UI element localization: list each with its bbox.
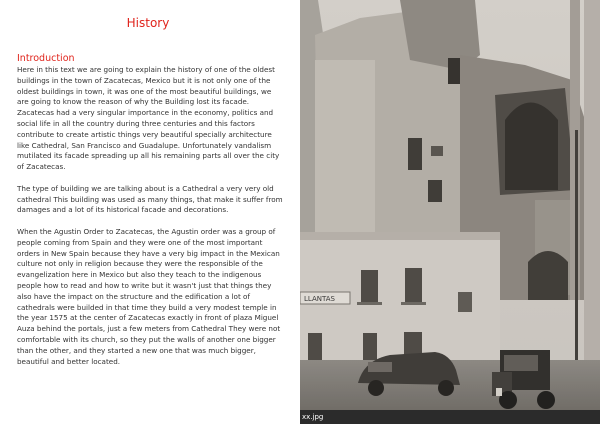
introduction-heading: Introduction (17, 53, 75, 64)
photo-caption-bar (300, 410, 600, 424)
article-body (17, 53, 285, 378)
photo-caption: xx.jpg (302, 413, 324, 421)
economy-paragraph: Zacatecas had a very singular importance in the economy, politics and social life in all the country during three centuries and this factors contribute to create artistic things very beautiful specially architecture like Cathedral, San Francisco and Guadalupe. Unfortunately vandalism mutilated its facade spreading up all his remaining parts all over the city of Zacatecas. (17, 108, 280, 172)
cathedral-paragraph: The type of building we are talking about is a Cathedral a very very old cathedral This building was used as many things, that make it suffer from damages and a lot of its historical facade and decorations. (17, 183, 283, 215)
agustin-order-paragraph: When the Agustin Order to Zacatecas, the Agustin order was a group of people coming from Spain and they were one of the most important orders in New Spain because they have a very big impact in the Mexican culture not only in religion because they were the responsible of the evangelization here in Mexico but also they teach to the indigenous people how to read and how to write but it wasn't just that things they also have the impact on the structure and the edification a lot of cathedrals were builded in that time they build a very modest temple in the year 1575 at the center of Zacatecas exactly in front of plaza Miguel Auza behind the portals, just a few meters from Cathedral They were not comfortable with its church, so they put the walls of another one bigger than the other, and they started a new one that was much bigger, beautiful and better located. (17, 226, 281, 366)
intro-paragraph: Here in this text we are going to explain the history of one of the oldest buildings in the town of Zacatecas, Mexico but it is not only one of the oldest buildings in town, it was one of the most beautiful buildings, we are going to know the reason of why the Building lost its facade. (17, 65, 275, 107)
text-panel (0, 0, 296, 424)
building-photo-illustration (300, 0, 600, 410)
historic-building-photo (300, 0, 600, 410)
shop-sign-text: LLANTAS (304, 295, 335, 303)
page-title: History (126, 16, 170, 30)
